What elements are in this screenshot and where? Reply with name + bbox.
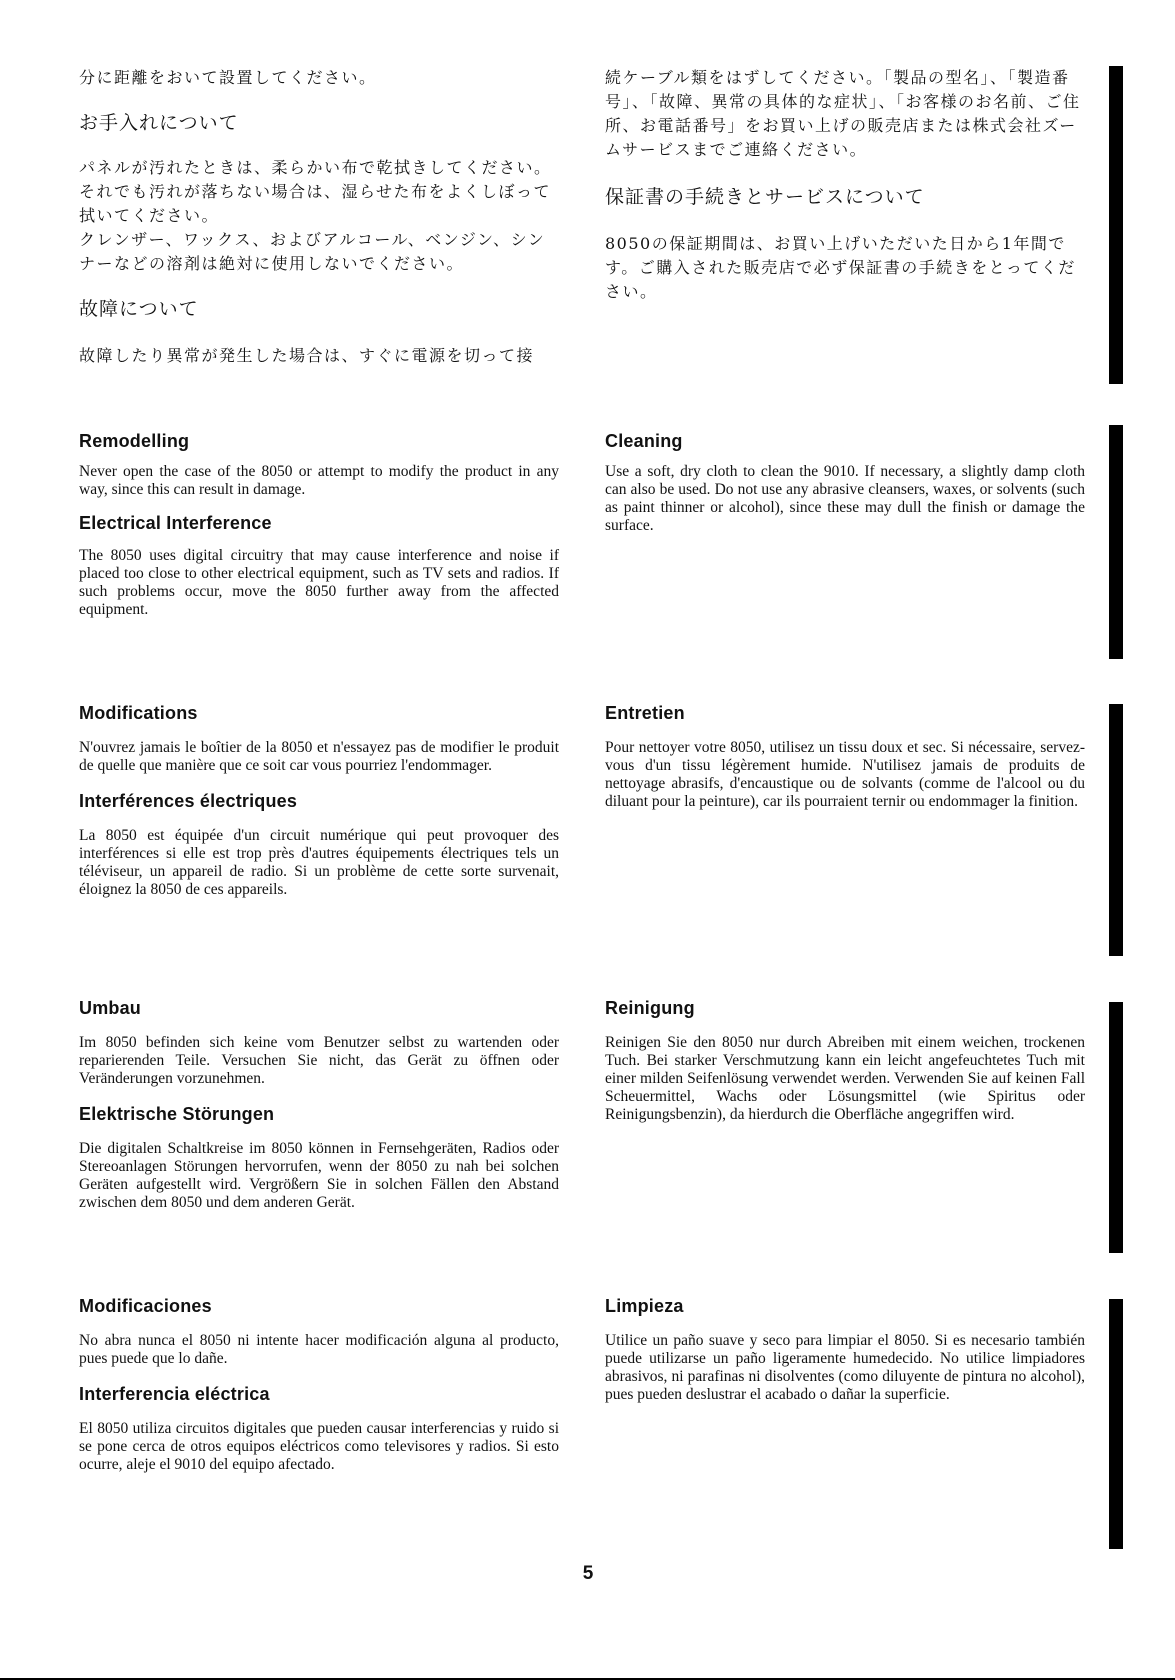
jp-warranty-heading: 保証書の手続きとサービスについて	[605, 186, 925, 208]
japanese-left-column	[79, 66, 559, 368]
en-interference-paragraph: The 8050 uses digital circuitry that may cause interference and noise if placed too close to other electrical equipment, such as TV sets and radios. If such problems occur, move the 8050 further away from the affected equipment.	[79, 547, 559, 618]
fr-modifications-heading: Modifications	[79, 703, 198, 723]
japanese-right-column	[605, 66, 1085, 304]
es-interferencia-paragraph: El 8050 utiliza circuitos digitales que pueden causar interferencias y ruido si se pone cerca de otros equipos eléctricos como televisores y radios. Si esto ocurre, aleje el 9010 del equipo afectado.	[79, 1420, 559, 1473]
jp-continued-paragraph: 続ケーブル類をはずしてください。「製品の型名」、「製造番号」、「故障、異常の具体的な症状」、「お客様のお名前、ご住所、お電話番号」をお買い上げの販売店または株式会社ズームサービスまでご連絡ください。	[605, 68, 1081, 159]
en-remodelling-heading: Remodelling	[79, 431, 190, 451]
jp-intro-text: 分に距離をおいて設置してください。	[79, 68, 377, 87]
french-language-tab	[1109, 704, 1123, 956]
english-left-column	[79, 429, 559, 619]
en-cleaning-heading: Cleaning	[605, 431, 683, 451]
en-cleaning-paragraph: Use a soft, dry cloth to clean the 9010. If necessary, a slightly damp cloth can also be used. Do not use any abrasive cleansers, waxes, or solvents (such as paint thinner or alcohol), since these may dull the finish or damage the surface.	[605, 463, 1085, 534]
jp-fault-paragraph: 故障したり異常が発生した場合は、すぐに電源を切って接	[79, 346, 535, 365]
french-left-column	[79, 701, 559, 899]
de-reinigung-paragraph: Reinigen Sie den 8050 nur durch Abreiben mit einem weichen, trockenen Tuch. Bei starker Verschmutzung kann ein leicht angefeuchtetes Tuch mit einer milden Seifenlösung verwendet werden. Verwenden Sie auf keinen Fall Scheuermittel, Wachs oder Lösungsmittel (wie Spiritus oder Reinigungsbenzin), da hierdurch die Oberfläche angegriffen wird.	[605, 1034, 1085, 1123]
french-right-column	[605, 701, 1085, 811]
spanish-left-column	[79, 1294, 559, 1474]
es-modificaciones-heading: Modificaciones	[79, 1296, 212, 1316]
en-remodelling-paragraph: Never open the case of the 8050 or attempt to modify the product in any way, since this can result in damage.	[79, 463, 559, 498]
german-language-tab	[1109, 1002, 1123, 1253]
de-stoerungen-heading: Elektrische Störungen	[79, 1104, 275, 1124]
en-interference-heading: Electrical Interference	[79, 513, 272, 533]
fr-entretien-heading: Entretien	[605, 703, 685, 723]
fr-modifications-paragraph: N'ouvrez jamais le boîtier de la 8050 et n'essayez pas de modifier le produit de quelle que manière que ce soit car vous pourriez l'endommager.	[79, 739, 559, 774]
jp-warranty-paragraph: 8050の保証期間は、お買い上げいただいた日から1年間です。ご購入された販売店で必ず保証書の手続きをとってください。	[605, 234, 1076, 301]
page-number: 5	[582, 1563, 594, 1584]
jp-care-heading: お手入れについて	[79, 112, 239, 134]
english-right-column	[605, 429, 1085, 535]
fr-interference-paragraph: La 8050 est équipée d'un circuit numérique qui peut provoquer des interférences si elle est trop près d'autres équipements électriques tels un téléviseur, un appareil de radio. Si un problème de cette sorte survenait, éloignez la 8050 de ces appareils.	[79, 827, 559, 898]
es-interferencia-heading: Interferencia eléctrica	[79, 1384, 270, 1404]
fr-interference-heading: Interférences électriques	[79, 791, 298, 811]
es-limpieza-heading: Limpieza	[605, 1296, 684, 1316]
es-limpieza-paragraph: Utilice un paño suave y seco para limpiar el 8050. Si es necesario también puede utilizarse un paño ligeramente humedecido. No utilice limpiadores abrasivos, ni parafinas ni disolventes (como diluyente de pintura no alcohol), pues pueden deslustrar el acabado o dañar la superficie.	[605, 1332, 1085, 1403]
jp-fault-heading: 故障について	[79, 298, 199, 320]
de-stoerungen-paragraph: Die digitalen Schaltkreise im 8050 können in Fernsehgeräten, Radios oder Stereoanlagen Störungen hervorrufen, wenn der 8050 zu nah bei solchen Geräten aufgestellt wird. Vergrößern Sie in solchen Fällen den Abstand zwischen dem 8050 und dem anderen Gerät.	[79, 1140, 559, 1211]
fr-entretien-paragraph: Pour nettoyer votre 8050, utilisez un tissu doux et sec. Si nécessaire, servez-vous d'un tissu légèrement humide. N'utilisez jamais de produits de nettoyage abrasifs, d'encaustique ou de solvants (comme de l'alcool ou du diluant pour la peinture), car ils pourraient ternir ou endommager la finition.	[605, 739, 1085, 810]
spanish-language-tab	[1109, 1299, 1123, 1549]
de-umbau-heading: Umbau	[79, 998, 142, 1018]
jp-care-paragraph-1: パネルが汚れたときは、柔らかい布で乾拭きしてください。それでも汚れが落ちない場合は、湿らせた布をよくしぼって拭いてください。	[79, 158, 552, 225]
japanese-language-tab	[1109, 66, 1123, 384]
spanish-right-column	[605, 1294, 1085, 1404]
english-language-tab	[1109, 425, 1123, 659]
jp-care-paragraph-2: クレンザー、ワックス、およびアルコール、ベンジン、シンナーなどの溶剤は絶対に使用しないでください。	[79, 230, 546, 273]
de-umbau-paragraph: Im 8050 befinden sich keine vom Benutzer selbst zu wartenden oder reparierenden Teile. Versuchen Sie nicht, das Gerät zu öffnen oder Veränderungen vorzunehmen.	[79, 1034, 559, 1087]
de-reinigung-heading: Reinigung	[605, 998, 695, 1018]
es-modificaciones-paragraph: No abra nunca el 8050 ni intente hacer modificación alguna al producto, pues puede que lo dañe.	[79, 1332, 559, 1367]
german-left-column	[79, 996, 559, 1212]
german-right-column	[605, 996, 1085, 1124]
